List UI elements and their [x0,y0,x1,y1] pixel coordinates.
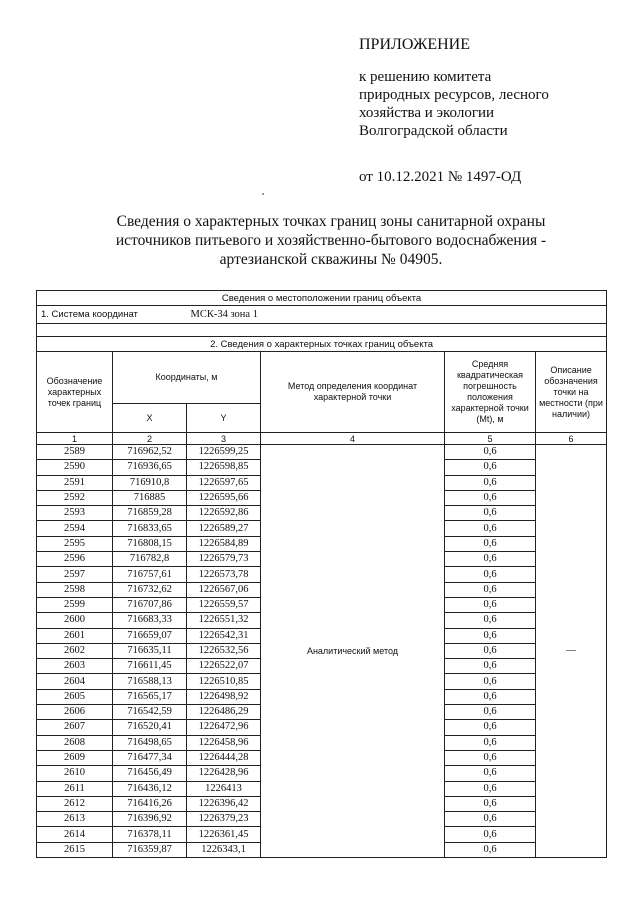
error-value: 0,6 [445,597,536,612]
point-id: 2590 [37,460,113,475]
col-number: 3 [187,433,261,445]
coord-y: 1226542,31 [187,628,261,643]
point-id: 2598 [37,582,113,597]
point-id: 2593 [37,506,113,521]
appendix-header [359,36,619,186]
coord-y: 1226532,56 [187,643,261,658]
col-desc-header: Описание обозначения точки на местности (при наличии) [536,352,607,433]
col-number: 4 [261,433,445,445]
coord-x: 716359,87 [113,842,187,857]
points-body [37,445,607,858]
error-value: 0,6 [445,842,536,857]
coord-x: 716477,34 [113,750,187,765]
error-value: 0,6 [445,445,536,460]
coord-y: 1226510,85 [187,674,261,689]
coord-y: 1226579,73 [187,552,261,567]
col-error-header: Средняя квадратическая погрешность положения характерной точки (Mt), м [445,352,536,433]
coord-x: 716782,8 [113,552,187,567]
col-method-header: Метод определения координат характерной точки [261,352,445,433]
error-value: 0,6 [445,689,536,704]
coord-y: 1226599,25 [187,445,261,460]
col-number: 2 [113,433,187,445]
coord-x: 716565,17 [113,689,187,704]
coord-x: 716732,62 [113,582,187,597]
coord-y: 1226559,57 [187,597,261,612]
error-value: 0,6 [445,582,536,597]
coord-x: 716396,92 [113,812,187,827]
coord-system-label: 1. Система координат [37,306,187,324]
coord-x: 716707,86 [113,597,187,612]
point-id: 2615 [37,842,113,857]
coord-y: 1226498,92 [187,689,261,704]
appendix-line: хозяйства и экологии [359,105,495,121]
col-number: 5 [445,433,536,445]
col-number: 6 [536,433,607,445]
coord-system-value: МСК-34 зона 1 [187,306,607,324]
error-value: 0,6 [445,567,536,582]
description-cell: — [536,445,607,858]
point-id: 2602 [37,643,113,658]
error-value: 0,6 [445,674,536,689]
point-id: 2596 [37,552,113,567]
coord-y: 1226584,89 [187,536,261,551]
coord-y: 1226444,28 [187,750,261,765]
point-id: 2595 [37,536,113,551]
document-title [84,212,578,269]
point-id: 2592 [37,490,113,505]
point-id: 2589 [37,445,113,460]
title-line: Сведения о характерных точках границ зоны санитарной охраны [116,213,546,230]
col-point-header: Обозначение характерных точек границ [37,352,113,433]
error-value: 0,6 [445,613,536,628]
error-value: 0,6 [445,705,536,720]
point-id: 2591 [37,475,113,490]
point-id: 2599 [37,597,113,612]
coord-x: 716436,12 [113,781,187,796]
col-x-header: X [113,404,187,433]
coord-y: 1226472,96 [187,720,261,735]
point-id: 2601 [37,628,113,643]
point-id: 2614 [37,827,113,842]
spacer [37,324,607,337]
error-value: 0,6 [445,796,536,811]
coord-x: 716936,65 [113,460,187,475]
table-row [37,445,607,460]
point-id: 2609 [37,750,113,765]
col-coords-header: Координаты, м [113,352,261,404]
decision-date: от 10.12.2021 № 1497-ОД [359,169,522,185]
point-id: 2604 [37,674,113,689]
coord-y: 1226486,29 [187,705,261,720]
coord-y: 1226597,65 [187,475,261,490]
coord-x: 716910,8 [113,475,187,490]
point-id: 2594 [37,521,113,536]
col-y-header: Y [187,404,261,433]
error-value: 0,6 [445,735,536,750]
point-id: 2611 [37,781,113,796]
scan-speck [262,193,264,195]
error-value: 0,6 [445,506,536,521]
point-id: 2603 [37,659,113,674]
error-value: 0,6 [445,812,536,827]
coord-x: 716885 [113,490,187,505]
error-value: 0,6 [445,720,536,735]
error-value: 0,6 [445,781,536,796]
coord-y: 1226551,32 [187,613,261,628]
coord-x: 716456,49 [113,766,187,781]
method-cell: Аналитический метод [261,445,445,858]
point-id: 2600 [37,613,113,628]
title-line: источников питьевого и хозяйственно-бытового водоснабжения - [115,232,547,249]
coord-x: 716588,13 [113,674,187,689]
error-value: 0,6 [445,643,536,658]
appendix-line: природных ресурсов, лесного [359,87,549,103]
coord-x: 716683,33 [113,613,187,628]
coord-x: 716542,59 [113,705,187,720]
point-id: 2607 [37,720,113,735]
error-value: 0,6 [445,659,536,674]
point-id: 2606 [37,705,113,720]
coord-x: 716859,28 [113,506,187,521]
coord-y: 1226413 [187,781,261,796]
coord-y: 1226592,86 [187,506,261,521]
error-value: 0,6 [445,521,536,536]
point-id: 2610 [37,766,113,781]
col-number: 1 [37,433,113,445]
appendix-title: ПРИЛОЖЕНИЕ [359,36,471,53]
coord-x: 716635,11 [113,643,187,658]
coord-x: 716808,15 [113,536,187,551]
section-location: Сведения о местоположении границ объекта [37,291,607,306]
error-value: 0,6 [445,475,536,490]
coord-y: 1226361,45 [187,827,261,842]
coord-x: 716520,41 [113,720,187,735]
coord-y: 1226567,06 [187,582,261,597]
error-value: 0,6 [445,536,536,551]
point-id: 2597 [37,567,113,582]
coord-x: 716498,65 [113,735,187,750]
appendix-line: Волгоградской области [359,123,508,139]
coord-y: 1226396,42 [187,796,261,811]
error-value: 0,6 [445,552,536,567]
coord-y: 1226379,23 [187,812,261,827]
error-value: 0,6 [445,460,536,475]
coord-x: 716659,07 [113,628,187,643]
point-id: 2613 [37,812,113,827]
coord-y: 1226343,1 [187,842,261,857]
error-value: 0,6 [445,750,536,765]
coord-y: 1226522,07 [187,659,261,674]
coord-x: 716962,52 [113,445,187,460]
point-id: 2608 [37,735,113,750]
coordinates-table [36,290,607,858]
coord-x: 716611,45 [113,659,187,674]
coord-x: 716757,61 [113,567,187,582]
coord-x: 716378,11 [113,827,187,842]
title-line: артезианской скважины № 04905. [219,251,443,268]
error-value: 0,6 [445,490,536,505]
error-value: 0,6 [445,827,536,842]
appendix-line: к решению комитета [359,69,492,85]
coord-y: 1226428,96 [187,766,261,781]
coord-y: 1226595,66 [187,490,261,505]
coord-x: 716833,65 [113,521,187,536]
point-id: 2612 [37,796,113,811]
coord-y: 1226573,78 [187,567,261,582]
error-value: 0,6 [445,628,536,643]
coord-y: 1226458,96 [187,735,261,750]
coord-y: 1226598,85 [187,460,261,475]
error-value: 0,6 [445,766,536,781]
point-id: 2605 [37,689,113,704]
coord-x: 716416,26 [113,796,187,811]
coord-y: 1226589,27 [187,521,261,536]
section-points: 2. Сведения о характерных точках границ объекта [37,337,607,352]
